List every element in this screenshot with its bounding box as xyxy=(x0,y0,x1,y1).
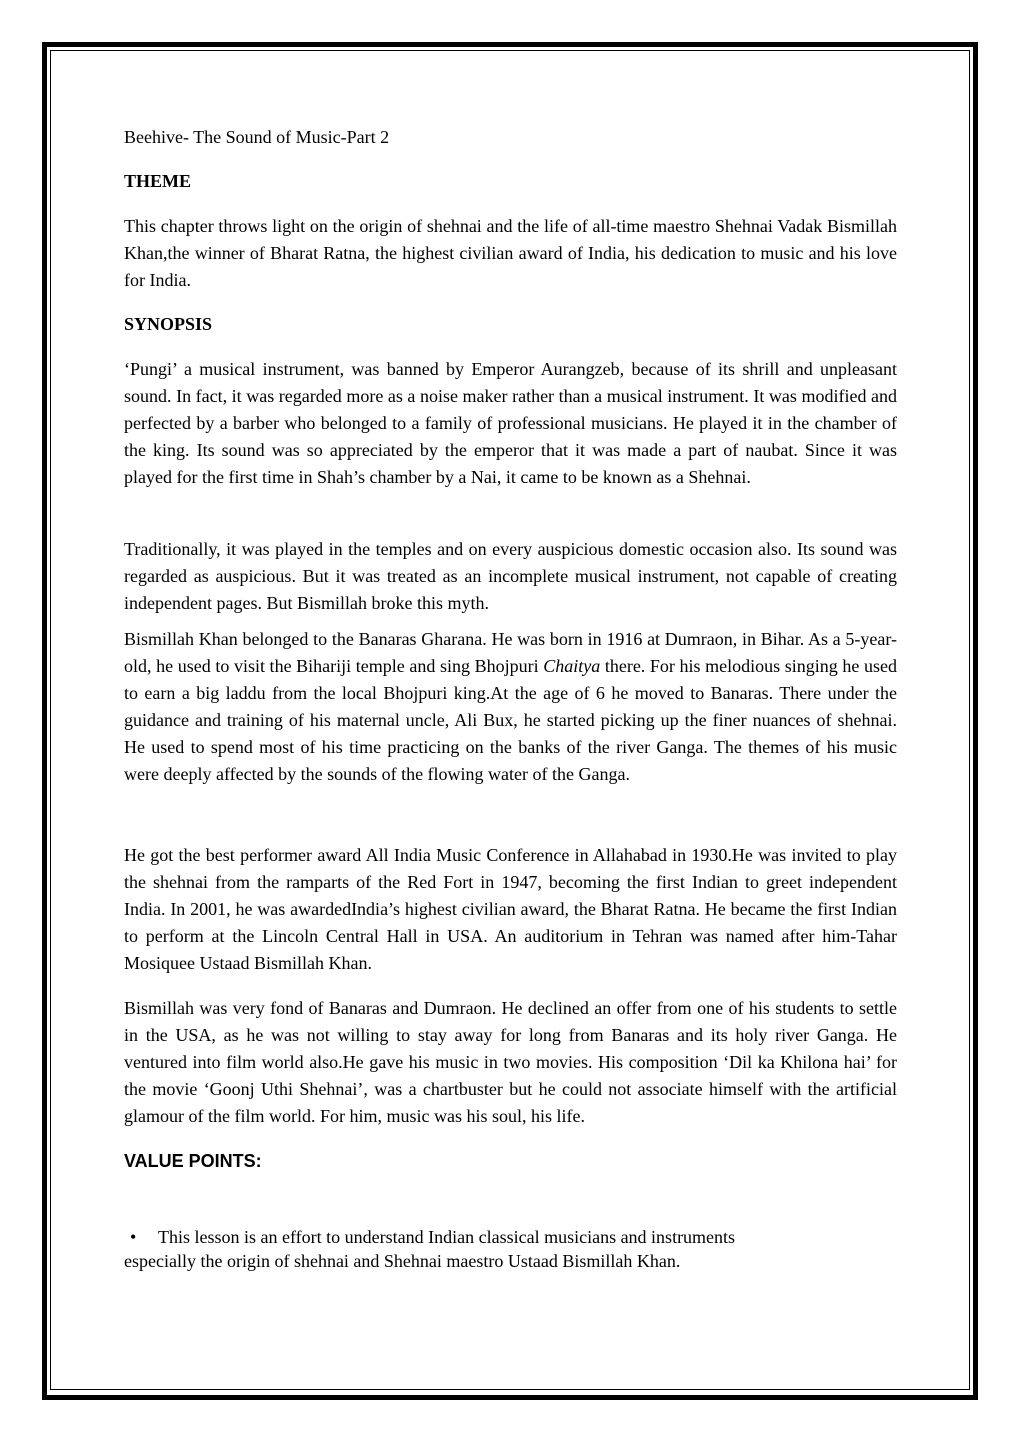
value-point-text: This lesson is an effort to understand Indian classical musicians and instruments xyxy=(158,1227,736,1247)
bullet-icon: • xyxy=(130,1227,137,1247)
theme-paragraph: This chapter throws light on the origin of shehnai and the life of all-time maestro Shehnai Vadak Bismillah Khan,the winner of Bharat Ratna, the highest civilian award of India, his dedication to music and his love for India. xyxy=(124,216,897,290)
value-point-text-cont: especially the origin of shehnai and Shehnai maestro Ustaad Bismillah Khan. xyxy=(124,1251,681,1271)
document-title: Beehive- The Sound of Music-Part 2 xyxy=(124,127,390,147)
text-run: there. For his melodious singing he used to earn a big laddu from the local Bhojpuri king.At the age of 6 he moved to Banaras. There under the guidance and training of his maternal uncle, Ali Bux, he started picking up the finer nuances of shehnai. He used to spend most of his time practicing on the banks of the river Ganga. The themes of his music were deeply affected by the sounds of the flowing water of the Ganga. xyxy=(124,656,897,784)
italic-term: Chaitya xyxy=(543,656,601,676)
value-point-item xyxy=(124,1225,897,1273)
synopsis-paragraph-1: ‘Pungi’ a musical instrument, was banned by Emperor Aurangzeb, because of its shrill and unpleasant sound. In fact, it was regarded more as a noise maker rather than a musical instrument. It was modified and perfected by a barber who belonged to a family of professional musicians. He played it in the chamber of the king. Its sound was so appreciated by the emperor that it was made a part of naubat. Since it was played for the first time in Shah’s chamber by a Nai, it came to be known as a Shehnai. xyxy=(124,359,897,487)
synopsis-paragraph-2: Traditionally, it was played in the temples and on every auspicious domestic occasion also. Its sound was regarded as auspicious. But it was treated as an incomplete musical instrument, not capable of creating independent pages. But Bismillah broke this myth. xyxy=(124,539,897,613)
text-run: Bismillah Khan belonged to the Banaras Gharana. He was born in 1916 at Dumraon, in Bihar. As a 5-year-old, he used to visit the Bihariji temple and sing Bhojpuri xyxy=(124,629,897,676)
synopsis-heading: SYNOPSIS xyxy=(124,314,213,334)
synopsis-paragraph-5: Bismillah was very fond of Banaras and Dumraon. He declined an offer from one of his students to settle in the USA, as he was not willing to stay away for long from Banaras and its holy river Ganga. He ventured into film world also.He gave his music in two movies. His composition ‘Dil ka Khilona hai’ for the movie ‘Goonj Uthi Shehnai’, was a chartbuster but he could not associate himself with the artificial glamour of the film world. For him, music was his soul, his life. xyxy=(124,998,897,1126)
value-points-heading: VALUE POINTS: xyxy=(124,1151,262,1171)
synopsis-paragraph-4: He got the best performer award All India Music Conference in Allahabad in 1930.He was invited to play the shehnai from the ramparts of the Red Fort in 1947, becoming the first Indian to greet independent India. In 2001, he was awardedIndia’s highest civilian award, the Bharat Ratna. He became the first Indian to perform at the Lincoln Central Hall in USA. An auditorium in Tehran was named after him-Tahar Mosiquee Ustaad Bismillah Khan. xyxy=(124,845,897,973)
synopsis-paragraph-3 xyxy=(124,626,897,788)
value-point-line xyxy=(124,1225,897,1249)
theme-heading: THEME xyxy=(124,171,192,191)
